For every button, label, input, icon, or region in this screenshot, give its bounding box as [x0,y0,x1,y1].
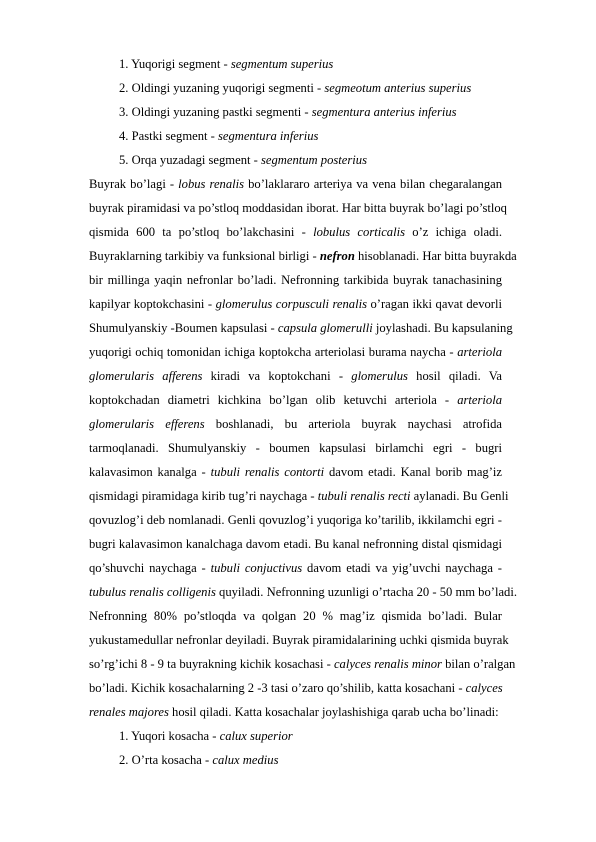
paragraph-line: bir millinga yaqin nefronlar bo’ladi. Nefronning tarkibida buyrak tanachasining [89,273,502,287]
list-item: 2. Oldingi yuzaning yuqorigi segmenti - segmeotum anterius superius [119,81,472,95]
paragraph-line: qismidagi piramidaga kirib tug’ri naychaga - tubuli renalis recti aylanadi. Bu Genli [89,489,509,503]
paragraph-line: bo’ladi. Kichik kosachalarning 2 -3 tasi o’zaro qo’shilib, katta kosachani - calyces [89,681,503,695]
paragraph-line: bugri kalavasimon kanalchaga davom etadi. Bu kanal nefronning distal qismidagi [89,537,502,551]
list-item: 1. Yuqorigi segment - segmentum superius [119,57,334,71]
list-item: 1. Yuqori kosacha - calux superior [119,729,293,743]
paragraph-line: Buyraklarning tarkibiy va funksional birligi - nefron hisoblanadi. Har bitta buyrakda [89,249,517,263]
paragraph-line: renales majores hosil qiladi. Katta kosachalar joylashishiga qarab ucha bo’linadi: [89,705,499,719]
list-item: 4. Pastki segment - segmentura inferius [119,129,319,143]
paragraph-line: glomerularis afferens kiradi va koptokchani - glomerulus hosil qiladi. Va [89,369,502,383]
list-item: 5. Orqa yuzadagi segment - segmentum posterius [119,153,367,167]
paragraph-line: kapilyar koptokchasini - glomerulus corpusculi renalis o’ragan ikki qavat devorli [89,297,503,311]
paragraph-line: tarmoqlanadi. Shumulyanskiy - boumen kapsulasi birlamchi egri - bugri [89,441,502,455]
paragraph-line: buyrak piramidasi va po’stloq moddasidan iborat. Har bitta buyrak bo’lagi po’stloq [89,201,507,215]
paragraph-line: yukustamedullar nefronlar deyiladi. Buyrak piramidalarining uchki qismida buyrak [89,633,509,647]
paragraph-line: Buyrak bo’lagi - lobus renalis bo’laklararo arteriya va vena bilan chegaralangan [89,177,503,191]
paragraph-line: koptokchadan diametri kichkina bo’lgan olib ketuvchi arteriola - arteriola [89,393,502,407]
paragraph-line: yuqorigi ochiq tomonidan ichiga koptokcha arteriolasi burama naycha - arteriola [89,345,502,359]
paragraph-line: qo’shuvchi naychaga - tubuli conjuctivus davom etadi va yig’uvchi naychaga - [89,561,502,575]
paragraph-line: qovuzlog’i deb nomlanadi. Genli qovuzlog’i yuqoriga ko’tarilib, ikkilamchi egri - [89,513,502,527]
paragraph-line: Shumulyanskiy -Boumen kapsulasi - capsula glomerulli joylashadi. Bu kapsulaning [89,321,513,335]
paragraph-line: qismida 600 ta po’stloq bo’lakchasini - lobulus corticalis o’z ichiga oladi. [89,225,502,239]
paragraph-line: Nefronning 80% po’stloqda va qolgan 20 % mag’iz qismida bo’ladi. Bular [89,609,502,623]
paragraph-line: kalavasimon kanalga - tubuli renalis contorti davom etadi. Kanal borib mag’iz [89,465,502,479]
list-item: 2. O’rta kosacha - calux medius [119,753,279,767]
paragraph-line: glomerularis efferens boshlanadi, bu arteriola buyrak naychasi atrofida [89,417,502,431]
paragraph-line: tubulus renalis colligenis quyiladi. Nefronning uzunligi o’rtacha 20 - 50 mm bo’ladi. [89,585,518,599]
list-item: 3. Oldingi yuzaning pastki segmenti - segmentura anterius inferius [119,105,457,119]
paragraph-line: so’rg’ichi 8 - 9 ta buyrakning kichik kosachasi - calyces renalis minor bilan o’ralgan [89,657,516,671]
